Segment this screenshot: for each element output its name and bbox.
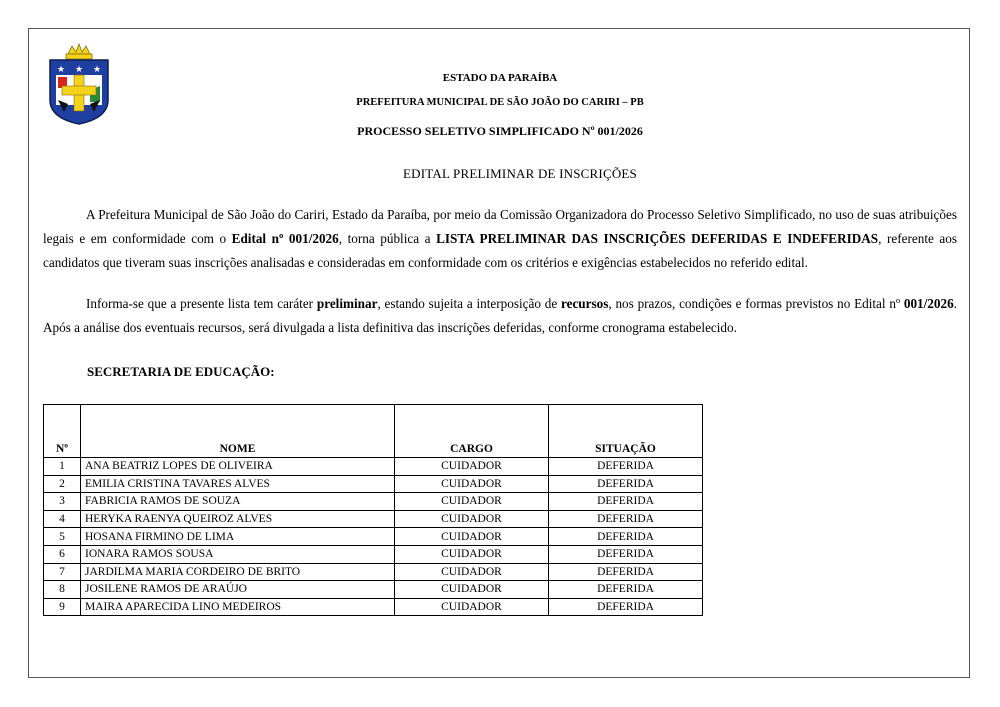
notice-paragraph: Informa-se que a presente lista tem caráter preliminar, estando sujeita a interposição de recursos, nos prazos, condições e formas previstos no Edital nº 001/2026. Após a análise dos eventuais recursos, será divulgada a lista definitiva das inscrições deferidas, conforme cronograma estabelecido. [43,296,957,335]
row-number: 8 [44,581,81,599]
row-cargo: CUIDADOR [395,510,549,528]
document-title: EDITAL PRELIMINAR DE INSCRIÇÕES [403,166,637,181]
row-situation: DEFERIDA [549,528,703,546]
row-name: HERYKA RAENYA QUEIROZ ALVES [81,510,395,528]
table-row [44,598,703,616]
header-process: PROCESSO SELETIVO SIMPLIFICADO Nº 001/2026 [357,124,643,138]
table-row [44,475,703,493]
row-situation: DEFERIDA [549,563,703,581]
row-name: ANA BEATRIZ LOPES DE OLIVEIRA [81,458,395,476]
row-situation: DEFERIDA [549,598,703,616]
col-number-header: Nº [44,405,81,458]
row-name: JOSILENE RAMOS DE ARAÚJO [81,581,395,599]
table-row [44,528,703,546]
row-name: HOSANA FIRMINO DE LIMA [81,528,395,546]
row-number: 4 [44,510,81,528]
row-number: 1 [44,458,81,476]
svg-text:★: ★ [75,65,84,75]
section-heading: SECRETARIA DE EDUCAÇÃO: [87,364,275,379]
header-state: ESTADO DA PARAÍBA [442,72,558,84]
row-situation: DEFERIDA [549,510,703,528]
row-cargo: CUIDADOR [395,458,549,476]
row-number: 6 [44,545,81,563]
table-row [44,563,703,581]
row-cargo: CUIDADOR [395,475,549,493]
row-situation: DEFERIDA [549,545,703,563]
table-row [44,510,703,528]
row-cargo: CUIDADOR [395,598,549,616]
row-situation: DEFERIDA [549,458,703,476]
row-name: FABRICIA RAMOS DE SOUZA [81,493,395,511]
row-number: 9 [44,598,81,616]
col-name-header: NOME [81,405,395,458]
row-number: 3 [44,493,81,511]
table-row [44,545,703,563]
row-situation: DEFERIDA [549,475,703,493]
row-situation: DEFERIDA [549,581,703,599]
row-number: 7 [44,563,81,581]
svg-text:★: ★ [93,65,102,75]
row-cargo: CUIDADOR [395,528,549,546]
intro-paragraph: A Prefeitura Municipal de São João do Cariri, Estado da Paraíba, por meio da Comissão Organizadora do Processo Seletivo Simplificado, no uso de suas atribuições legais e em conformidade com o Edital nº 001/2026, torna pública a LISTA PRELIMINAR DAS INSCRIÇÕES DEFERIDAS E INDEFERIDAS, referente aos candidatos que tiveram suas inscrições analisadas e consideradas em conformidade com os critérios e exigências estabelecidos no referido edital. [43,207,957,270]
row-situation: DEFERIDA [549,493,703,511]
col-cargo-header: CARGO [395,405,549,458]
row-name: IONARA RAMOS SOUSA [81,545,395,563]
row-name: MAIRA APARECIDA LINO MEDEIROS [81,598,395,616]
row-number: 5 [44,528,81,546]
col-situation-header: SITUAÇÃO [549,405,703,458]
row-number: 2 [44,475,81,493]
header-municipality: PREFEITURA MUNICIPAL DE SÃO JOÃO DO CARIRI – PB [356,97,644,108]
candidates-table [43,404,703,616]
row-cargo: CUIDADOR [395,563,549,581]
row-name: JARDILMA MARIA CORDEIRO DE BRITO [81,563,395,581]
row-cargo: CUIDADOR [395,493,549,511]
table-row [44,493,703,511]
svg-text:★: ★ [57,65,66,75]
table-row [44,458,703,476]
municipal-coat-of-arms-icon [46,42,112,126]
table-row [44,581,703,599]
row-name: EMILIA CRISTINA TAVARES ALVES [81,475,395,493]
table-header-row [44,405,703,458]
row-cargo: CUIDADOR [395,581,549,599]
row-cargo: CUIDADOR [395,545,549,563]
